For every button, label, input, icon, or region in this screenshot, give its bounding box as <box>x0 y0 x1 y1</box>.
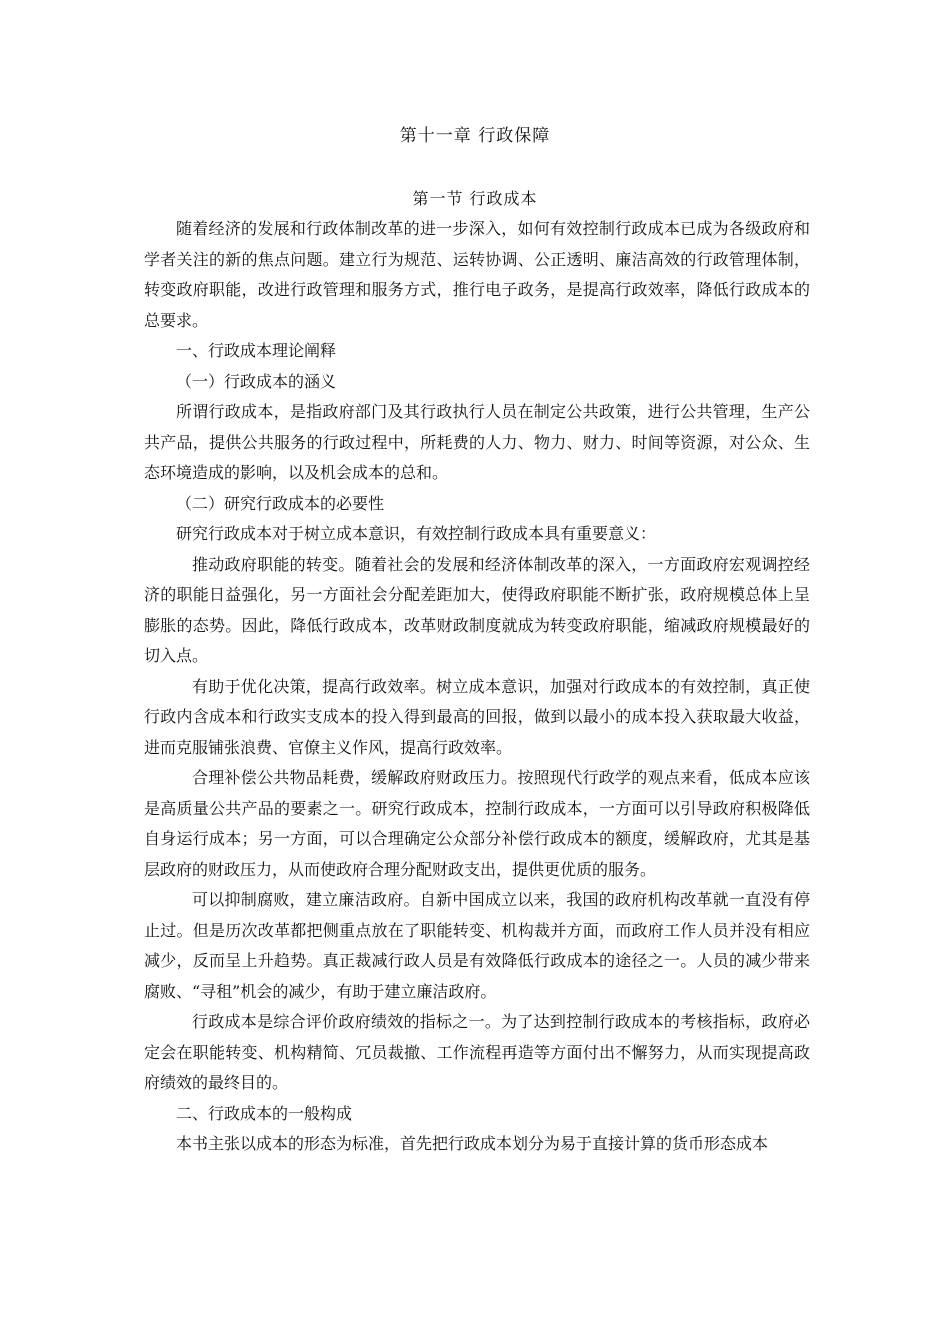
paragraph: 所谓行政成本，是指政府部门及其行政执行人员在制定公共政策，进行公共管理，生产公共产品，提供公共服务的行政过程中，所耗费的人力、物力、财力、时间等资源，对公众、生态环境造成的影响，以及机会成本的总和。 <box>144 402 810 482</box>
paragraph: 研究行政成本对于树立成本意识，有效控制行政成本具有重要意义： <box>176 524 657 543</box>
paragraph: 行政成本是综合评价政府绩效的指标之一。为了达到控制行政成本的考核指标，政府必定会在职能转变、机构精简、冗员裁撤、工作流程再造等方面付出不懈努力，从而实现提高政府绩效的最终目的。 <box>144 1012 810 1092</box>
paragraph: 可以抑制腐败，建立廉洁政府。自新中国成立以来，我国的政府机构改革就一直没有停止过。但是历次改革都把侧重点放在了职能转变、机构裁并方面，而政府工作人员并没有相应减少，反而呈上升趋势。真正裁减行政人员是有效降低行政成本的途径之一。人员的减少带来腐败、“寻租”机会的减少，有助于建立廉洁政府。 <box>144 890 810 1001</box>
document-body <box>144 214 810 1160</box>
heading-level-1: 二、行政成本的一般构成 <box>176 1103 353 1123</box>
section-title: 第一节 行政成本 <box>412 189 538 208</box>
chapter-title: 第十一章 行政保障 <box>399 126 551 146</box>
paragraph: 推动政府职能的转变。随着社会的发展和经济体制改革的深入，一方面政府宏观调控经济的职能日益强化，另一方面社会分配差距加大，使得政府职能不断扩张，政府规模总体上呈膨胀的态势。因此，降低行政成本，改革财政制度就成为转变政府职能，缩减政府规模最好的切入点。 <box>144 554 810 665</box>
heading-level-2: （二）研究行政成本的必要性 <box>176 493 385 513</box>
paragraph-intro: 随着经济的发展和行政体制改革的进一步深入，如何有效控制行政成本已成为各级政府和学者关注的新的焦点问题。建立行为规范、运转协调、公正透明、廉洁高效的行政管理体制，转变政府职能，改进行政管理和服务方式，推行电子政务，是提高行政效率，降低行政成本的总要求。 <box>144 219 810 330</box>
paragraph: 本书主张以成本的形态为标准，首先把行政成本划分为易于直接计算的货币形态成本 <box>176 1134 769 1153</box>
heading-level-2: （一）行政成本的涵义 <box>176 371 337 391</box>
paragraph: 合理补偿公共物品耗费，缓解政府财政压力。按照现代行政学的观点来看，低成本应该是高质量公共产品的要素之一。研究行政成本，控制行政成本，一方面可以引导政府积极降低自身运行成本；另一方面，可以合理确定公众部分补偿行政成本的额度，缓解政府，尤其是基层政府的财政压力，从而使政府合理分配财政支出，提供更优质的服务。 <box>144 768 810 879</box>
heading-level-1: 一、行政成本理论阐释 <box>176 341 337 360</box>
paragraph: 有助于优化决策，提高行政效率。树立成本意识，加强对行政成本的有效控制，真正使行政内含成本和行政实支成本的投入得到最高的回报，做到以最小的成本投入获取最大收益，进而克服铺张浪费、官僚主义作风，提高行政效率。 <box>144 676 810 757</box>
